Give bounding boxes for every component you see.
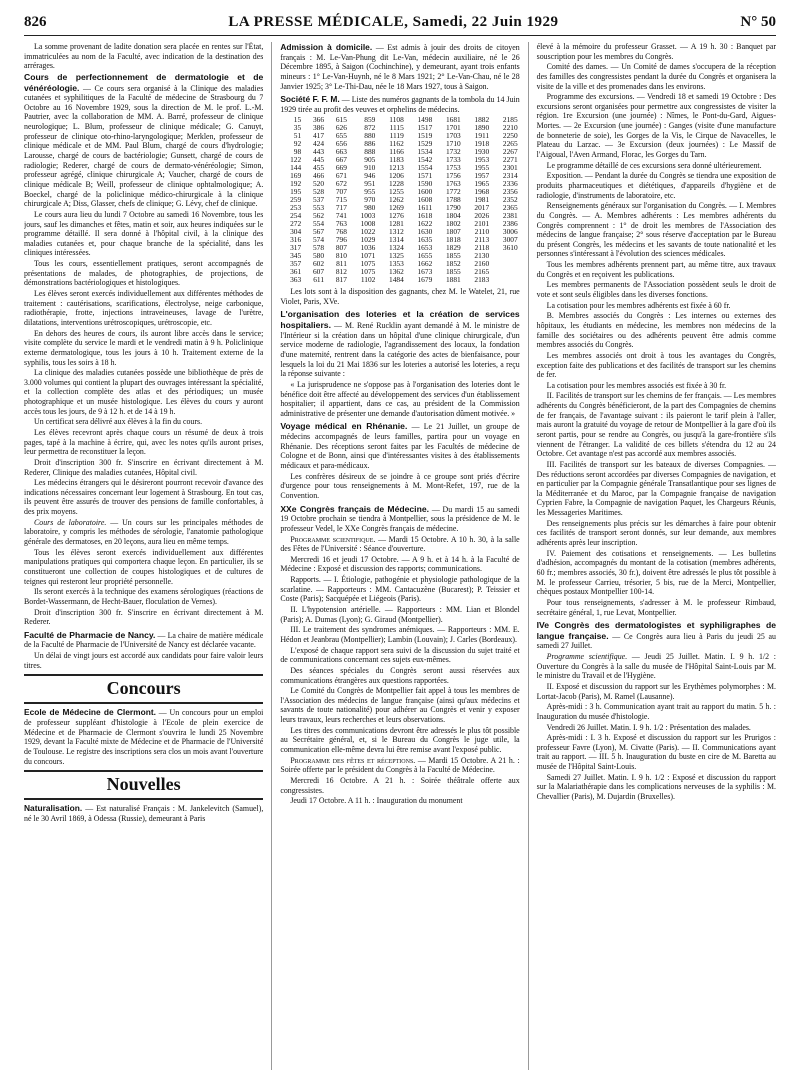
paragraph: III. Facilités de transport sur les bateaux de diverses Compagnies. — Des réductions seront accordées par diverses Compagnies de navigation, et en particulier par la Compagnie générale Transatlantique pour ses lignes de la Méditerranée et du Maroc, par la Compagnie française de navigation Cyprien Fabre, la Compagnie de navigation Paquet, les Chargeurs Réunis, les Messageries Maritimes. bbox=[536, 459, 776, 518]
inline-label: Cours de laboratoire. bbox=[34, 517, 107, 527]
article-rhenanie bbox=[280, 421, 519, 470]
table-cell: 970 bbox=[364, 195, 376, 205]
table-cell: 1681 bbox=[445, 115, 461, 125]
article-naturalisation bbox=[24, 803, 263, 823]
table-cell: 763 bbox=[335, 219, 347, 229]
table-cell: 363 bbox=[290, 275, 302, 285]
paragraph: Un délai de vingt jours est accordé aux candidats pour faire valoir leurs titres. bbox=[24, 651, 264, 670]
paragraph: Après-midi : 3 h. Communication ayant trait au rapport du matin. 5 h. : Inauguration du musée d'histologie. bbox=[536, 702, 776, 721]
paragraph: Des renseignements plus précis sur les démarches à faire pour obtenir ces facilités de transport seront donnés, sur leur demande, aux membres adhérents après leur inscription. bbox=[536, 518, 776, 548]
table-cell: 1679 bbox=[417, 275, 433, 285]
table-cell: 1618 bbox=[417, 211, 433, 221]
paragraph: Les titres des communications devront être adressés le plus tôt possible au Secrétaire général, et, si le Bureau du Congrès le juge utile, la communication elle-même devra lui être remise avant l'exposé public. bbox=[280, 725, 520, 754]
table-cell: 1981 bbox=[474, 195, 490, 205]
table-cell: 812 bbox=[335, 267, 347, 277]
table-cell: 1630 bbox=[417, 227, 433, 237]
paragraph: Les élèves seront exercés individuellement aux différentes méthodes de traitement : cautérisations, scarifications, électrolyse, neige carbonique, radiothérapie, frotte, injections intraveineuses, lavage de l'urètre, dilatations, interventions urétroscopiques, urétroscopie, etc. bbox=[24, 289, 264, 327]
table-cell: 553 bbox=[312, 203, 325, 213]
article-heading: Naturalisation. bbox=[24, 803, 83, 814]
table-cell: 1008 bbox=[360, 219, 376, 229]
table-cell: 1955 bbox=[474, 163, 490, 173]
table-cell: 537 bbox=[312, 195, 325, 205]
table-cell: 2183 bbox=[474, 275, 490, 285]
table-cell: 2118 bbox=[474, 243, 490, 253]
table-cell: 1733 bbox=[445, 155, 461, 165]
paragraph-text: — La chaire de matière médicale de la Faculté de Pharmacie de l'Université de Nancy est déclarée vacante. bbox=[24, 630, 264, 650]
table-cell: 1353 bbox=[389, 259, 404, 269]
table-cell: 2336 bbox=[502, 179, 518, 189]
table-cell: 1003 bbox=[360, 211, 376, 221]
table-cell: 580 bbox=[312, 251, 325, 261]
table-cell: 811 bbox=[336, 259, 347, 269]
table-cell: 443 bbox=[312, 147, 325, 157]
paragraph: « La jurisprudence ne s'oppose pas à l'organisation des loteries dont le bénéfice doit être affecté au développement des services d'un établissement hospitalier; il appartient, dans ce cas, au président de la Commission administrative de présenter une demande d'autorisation dûment motivée. » bbox=[280, 379, 520, 418]
table-cell: 717 bbox=[335, 203, 347, 213]
table-cell: 2185 bbox=[502, 115, 518, 125]
table-cell: 317 bbox=[290, 243, 302, 253]
paragraph: Mercredi 16 Octobre. A 21 h. : Soirée théâtrale offerte aux congressistes. bbox=[280, 775, 520, 795]
table-cell: 578 bbox=[312, 243, 325, 253]
table-cell: 817 bbox=[335, 275, 347, 285]
table-cell: 357 bbox=[290, 259, 302, 269]
table-cell: 1701 bbox=[445, 123, 461, 133]
table-cell: 386 bbox=[312, 123, 325, 133]
table-row bbox=[280, 276, 519, 284]
table-cell: 1655 bbox=[417, 251, 433, 261]
article-sfm bbox=[280, 94, 519, 114]
table-cell: 1228 bbox=[389, 179, 404, 189]
table-cell: 980 bbox=[364, 203, 376, 213]
table-cell: 655 bbox=[335, 131, 347, 141]
table-cell: 2265 bbox=[502, 139, 518, 149]
table-cell: 520 bbox=[312, 179, 325, 189]
paragraph: Droit d'inscription 300 fr. S'inscrire en écrivant directement à M. Rederer. bbox=[24, 607, 264, 627]
paragraph: Programme des excursions. — Vendredi 18 et samedi 19 Octobre : Des excursions seront organisées pour permettre aux congressistes de visiter la région. 1re Excursion (une journée) : Nîmes, le Pont-du-Gard, Aigues-Mortes. — 2e Excursion (une journée) : Ganges (visite d'une manufacture de bonneterie de soie), les Gorges de la Vis, le Cirque de Navacelles, le Plateau du Larzac. — 3e Excursion (deux journées) : Le Massif de l'Aigoual, l'Aven Armand, Florac, les Gorges du Tarn. bbox=[536, 92, 776, 160]
table-cell: 3007 bbox=[502, 235, 518, 245]
table-cell: 2356 bbox=[502, 187, 518, 197]
section-heading-concours: Concours bbox=[24, 674, 263, 704]
article-clermont bbox=[24, 707, 263, 766]
table-cell: 253 bbox=[290, 203, 302, 213]
paragraph-text: — Ce Congrès aura lieu à Paris du jeudi 25 au samedi 27 Juillet. bbox=[536, 631, 776, 651]
table-cell: 1554 bbox=[417, 163, 433, 173]
article-heading: L'organisation des loteries et la création de services hospitaliers. bbox=[280, 309, 520, 331]
table-cell: 2113 bbox=[474, 235, 490, 245]
article-heading: XXe Congrès français de Médecine. bbox=[280, 503, 429, 514]
table-cell: 1600 bbox=[417, 187, 433, 197]
table-cell: 272 bbox=[290, 219, 302, 229]
table-cell: 707 bbox=[335, 187, 347, 197]
article-admission bbox=[280, 42, 519, 91]
table-cell: 1829 bbox=[445, 243, 461, 253]
table-cell: 567 bbox=[312, 227, 325, 237]
paragraph: II. Exposé et discussion du rapport sur les Erythèmes polymorphes : M. Lortat-Jacob (Paris), M. Ramel (Lausanne). bbox=[536, 682, 776, 701]
winning-numbers-table bbox=[280, 116, 519, 284]
table-cell: 1075 bbox=[360, 267, 376, 277]
paragraph: La clinique des maladies cutanées possède une bibliothèque de près de 3.000 volumes qui contient la plupart des ouvrages intéressant la spécialité, et la collection complète des atlas et des périodiques; un musée photographique et un musée histologique. Les élèves du cours y auront accès tous les jours, de 9 à 12 h. et de 14 à 19 h. bbox=[24, 368, 264, 416]
table-cell: 1957 bbox=[474, 171, 490, 181]
paragraph: Exposition. — Pendant la durée du Congrès se tiendra une exposition de produits pharmaceutiques et diététiques, d'appareils d'hygiène et de radiologie, d'instruments de laboratoire, etc. bbox=[536, 171, 776, 200]
table-cell: 859 bbox=[364, 115, 376, 125]
table-cell: 2267 bbox=[502, 147, 518, 157]
paragraph bbox=[280, 756, 519, 775]
paragraph: élevé à la mémoire du professeur Grasset. — A 19 h. 30 : Banquet par souscription pour les membres du Congrès. bbox=[536, 42, 776, 61]
table-cell: 1890 bbox=[474, 123, 490, 133]
table-cell: 424 bbox=[312, 139, 325, 149]
paragraph: Renseignements généraux sur l'organisation du Congrès. — I. Membres du Congrès. — A. Membres adhérents : Les membres adhérents du Congrès comprennent : 1° de droit les membres de l'Association des médecins de langue française; 2° sous réserve d'acceptation par le Bureau du présent Congrès, les médecins et les savants de toute nationalité et les personnes s'intéressant à l'évolution des sciences médicales. bbox=[536, 201, 776, 259]
table-cell: 796 bbox=[335, 235, 347, 245]
paragraph: Ils seront exercés à la technique des examens sérologiques (réactions de Bordet-Wassermann, de Hecht-Bauer, floculation de Vernes). bbox=[24, 587, 264, 606]
table-cell bbox=[491, 260, 519, 268]
paragraph-text: — Liste des numéros gagnants de la tombola du 14 Juin 1929 tirée au profit des veuves et orphelins de médecins. bbox=[280, 95, 520, 114]
table-cell: 2381 bbox=[502, 211, 518, 221]
table-cell: 886 bbox=[364, 139, 376, 149]
paragraph-text: — M. René Rucklin ayant demandé à M. le ministre de l'Intérieur si la création dans un hôpital d'une clinique chirurgicale, d'un service moderne de radiologie, l'agrandissement des locaux, la fondation d'une maternité, rentrent dans la catégorie des actes de bienfaisance, pour lesquels la loi du 21 Mai 1836 sur les loteries a autorisé les loteries, a reçu la réponse suivante : bbox=[280, 321, 520, 379]
paragraph bbox=[280, 535, 519, 554]
table-cell: 1918 bbox=[474, 139, 490, 149]
table-cell: 554 bbox=[312, 219, 325, 229]
table-cell: 3610 bbox=[502, 243, 518, 253]
table-cell: 1542 bbox=[417, 155, 433, 165]
table-cell: 1517 bbox=[417, 123, 433, 133]
table-cell: 1115 bbox=[389, 123, 404, 133]
table-cell: 1484 bbox=[389, 275, 404, 285]
table-cell: 607 bbox=[312, 267, 325, 277]
table-cell: 98 bbox=[293, 147, 302, 157]
paragraph: Les élèves recevront après chaque cours un résumé de deux à trois pages, tapé à la machine à écrire, qui, avec les notes qu'ils auront prises, leur permettra de reconstituer la leçon. bbox=[24, 427, 264, 457]
article-loteries bbox=[280, 309, 519, 378]
table-cell: 2352 bbox=[502, 195, 518, 205]
table-cell: 741 bbox=[335, 211, 347, 221]
table-cell: 1662 bbox=[417, 259, 433, 269]
table-cell: 1314 bbox=[389, 235, 404, 245]
table-cell: 144 bbox=[290, 163, 302, 173]
table-cell: 1673 bbox=[417, 267, 433, 277]
table-cell: 1968 bbox=[474, 187, 490, 197]
paragraph-text: — Un concours pour un emploi de professeur suppléant d'histologie à l'Ecole de plein exercice de Médecine et de Pharmacie de Clermont s'ouvrira le lundi 25 Novembre 1929, devant la Faculté mixte de Médecine et de Pharmacie de l'Université de Toulouse. Le registre des inscriptions sera clos un mois avant l'ouverture du concours. bbox=[24, 708, 264, 766]
table-cell: 1036 bbox=[360, 243, 376, 253]
section-heading-nouvelles: Nouvelles bbox=[24, 770, 263, 800]
issue-number: N° 50 bbox=[740, 14, 776, 30]
table-cell: 1590 bbox=[417, 179, 433, 189]
paragraph: La cotisation pour les membres associés est fixée à 30 fr. bbox=[546, 380, 727, 390]
table-cell: 1635 bbox=[417, 235, 433, 245]
article-heading: Voyage médical en Rhénanie. bbox=[280, 421, 408, 432]
table-cell: 1213 bbox=[389, 163, 404, 173]
table-cell: 2314 bbox=[502, 171, 518, 181]
table-cell: 1818 bbox=[445, 235, 461, 245]
table-cell: 1807 bbox=[445, 227, 461, 237]
table-cell: 316 bbox=[290, 235, 302, 245]
table-cell: 1108 bbox=[389, 115, 404, 125]
paragraph-text: — Est admis à jouir des droits de citoyen français : M. Le-Van-Phung dit Le-Van, médecin auxiliaire, né le 26 Décembre 1895, à Saigon (Cochinchine), y demeurant, ayant trois enfants mineurs : 1° Le-Van-Huynh, né le 8 Mars 1921; 2° Le-Van-Chau, né le 28 Janvier 1925; 3° Le-Thi-Dau, née le 18 Mars 1927, tous à Saigon. bbox=[280, 43, 520, 91]
table-cell: 2365 bbox=[502, 203, 518, 213]
article-nancy bbox=[24, 630, 263, 650]
table-cell: 445 bbox=[312, 155, 325, 165]
table-cell: 35 bbox=[293, 123, 302, 133]
table-cell: 466 bbox=[312, 171, 325, 181]
paragraph: En dehors des heures de cours, ils auront libre accès dans le service; visite complète du service le mardi et le vendredi matin à 9 h. Policlinique externe dermatologique, tous les jours à 10 h. Traitement externe de la syphilis, tous les soirs à 18 h. bbox=[24, 328, 264, 367]
table-cell: 672 bbox=[335, 179, 347, 189]
table-cell: 169 bbox=[290, 171, 302, 181]
table-cell: 1498 bbox=[417, 115, 433, 125]
table-cell: 2026 bbox=[474, 211, 490, 221]
table-cell: 667 bbox=[335, 155, 347, 165]
table-cell: 946 bbox=[364, 171, 376, 181]
table-cell: 1269 bbox=[389, 203, 404, 213]
table-cell: 1324 bbox=[389, 243, 404, 253]
paragraph-text: — Jeudi 25 Juillet. Matin. I. 9 h. 1/2 : Ouverture du Congrès à la salle du musée de l'Hôpital Saint-Louis par M. le ministre du Travail et de l'Hygiène. bbox=[536, 652, 776, 681]
table-cell: 1852 bbox=[445, 259, 461, 269]
table-cell: 1071 bbox=[360, 251, 376, 261]
table-cell: 15 bbox=[293, 115, 302, 125]
table-cell: 417 bbox=[312, 131, 325, 141]
table-cell: 1965 bbox=[474, 179, 490, 189]
table-cell: 2386 bbox=[502, 219, 518, 229]
journal-title: LA PRESSE MÉDICALE, Samedi, 22 Juin 1929 bbox=[228, 14, 559, 30]
paragraph: Les médecins étrangers qui le désireront pourront recevoir d'avance des indications nécessaires concernant leur logement à Strasbourg. En tout cas, ils peuvent être assurés de trouver des pensions de famille confortables, à des prix moyens. bbox=[24, 478, 264, 517]
table-cell: 1162 bbox=[389, 139, 404, 149]
table-cell: 2301 bbox=[502, 163, 518, 173]
table-cell: 192 bbox=[290, 179, 302, 189]
paragraph: Après-midi : I. 3 h. Exposé et discussion du rapport sur les Prurigos : professeur Favre (Lyon), M. Civatte (Paris). — II. Communications ayant trait au rapport. — III. 5 h. Inauguration du buste en cire de M. Baretta au musée de l'Hôpital Saint-Louis. bbox=[536, 733, 776, 772]
table-cell: 880 bbox=[364, 131, 376, 141]
paragraph: III. Le traitement des syndromes anémiques. — Rapporteurs : MM. E. Hédon et Jeanbrau (Montpellier); Lambin (Louvain); J. Carles (Bordeaux). bbox=[280, 625, 520, 644]
table-cell bbox=[491, 252, 519, 260]
paragraph-text: — Le 21 Juillet, un groupe de médecins accompagnés de leurs familles, partira pour un voyage en Rhénanie. Des réceptions seront faites par les Facultés de médecine de Cologne et de Bonn, ainsi que d'intéressantes visites à des établissements médicaux et para-médicaux. bbox=[280, 422, 520, 471]
paragraph: Rapports. — I. Étiologie, pathogénie et physiologie pathologique de la scarlatine. — Rapporteurs : MM. Cantacuzène (Bucarest); P. Teissier et Coste (Paris); Sacquépée et Liégeois (Paris). bbox=[280, 575, 520, 604]
paragraph: Le Comité du Congrès de Montpellier fait appel à tous les membres de l'Association des médecins de langue française (ainsi qu'aux médecins et savants de toute nationalité) pour adhérer au Congrès et venir y exposer leurs travaux, leurs recherches et leurs observations. bbox=[280, 686, 520, 725]
paragraph: Les confrères désireux de se joindre à ce groupe sont priés d'écrire d'urgence pour tous renseignements à M. Mont-Refet, 197, rue de la Convention. bbox=[280, 471, 520, 500]
table-cell: 955 bbox=[364, 187, 376, 197]
article-heading: Cours de perfectionnement de dermatologie et de vénéréologie. bbox=[24, 71, 264, 93]
paragraph-text: — Un cours sur les principales méthodes de laboratoire, y compris les méthodes de sérologie, l'anatomie pathologique générale des dermatoses, en 20 leçons, aura lieu en même temps. bbox=[24, 517, 264, 547]
table-cell: 910 bbox=[364, 163, 376, 173]
table-cell: 1519 bbox=[417, 131, 433, 141]
table-cell: 2101 bbox=[474, 219, 490, 229]
table-cell: 1703 bbox=[445, 131, 461, 141]
column-1 bbox=[24, 42, 263, 1070]
table-cell: 1804 bbox=[445, 211, 461, 221]
table-cell: 611 bbox=[313, 275, 325, 285]
table-cell: 1075 bbox=[360, 259, 376, 269]
table-cell: 562 bbox=[312, 211, 325, 221]
table-cell: 951 bbox=[364, 179, 376, 189]
table-cell: 1312 bbox=[389, 227, 404, 237]
paragraph: Vendredi 26 Juillet. Matin. I. 9 h. 1/2 : Présentation des malades. bbox=[546, 722, 751, 732]
paragraph: Mercredi 16 et jeudi 17 Octobre. — A 9 h. et à 14 h. à la Faculté de Médecine : Exposé et discussion des rapports; communications. bbox=[280, 554, 520, 574]
table-cell: 1325 bbox=[389, 251, 404, 261]
table-cell: 1710 bbox=[445, 139, 461, 149]
table-cell: 2210 bbox=[502, 123, 518, 133]
table-cell: 528 bbox=[312, 187, 325, 197]
paragraph: Comité des dames. — Un Comité de dames s'occupera de la réception des familles des congressistes pendant la durée du Congrès et organisera la visite de la ville et des promenades dans les environs. bbox=[536, 62, 776, 91]
article-heading: Société F. F. M. bbox=[280, 94, 340, 105]
page-number: 826 bbox=[24, 14, 47, 30]
paragraph: La cotisation pour les membres adhérents est fixée à 60 fr. bbox=[546, 300, 731, 310]
table-cell: 1571 bbox=[417, 171, 433, 181]
column-3 bbox=[528, 42, 776, 1070]
table-cell: 574 bbox=[312, 235, 325, 245]
table-cell: 1362 bbox=[389, 267, 404, 277]
paragraph-text: — Est naturalisé Français : M. Jankelevitch (Samuel), né le 30 Avril 1869, à Odessa (Russie), demeurant à Paris bbox=[24, 804, 264, 823]
table-cell: 1611 bbox=[417, 203, 433, 213]
table-cell: 1881 bbox=[445, 275, 461, 285]
paragraph bbox=[24, 518, 263, 547]
table-cell: 345 bbox=[290, 251, 302, 261]
table-cell: 807 bbox=[335, 243, 347, 253]
paragraph: Jeudi 17 Octobre. A 11 h. : Inauguration du monument bbox=[290, 796, 463, 806]
paragraph: Le cours aura lieu du lundi 7 Octobre au samedi 16 Novembre, tous les jours, sauf les dimanches et fêtes, matin et soir, aux heures indiquées sur le programme détaillé. Il sera donné à l'hôpital civil, à la clinique des maladies cutanées et, pour chaque branche de la spécialité, dans les cliniques intéressées. bbox=[24, 209, 264, 258]
table-cell: 669 bbox=[335, 163, 347, 173]
table-cell: 663 bbox=[335, 147, 347, 157]
table-cell: 810 bbox=[335, 251, 347, 261]
table-cell: 259 bbox=[290, 195, 302, 205]
paragraph: Tous les élèves seront exercés individuellement aux différentes manipulations pratiques qui comportera chaque leçon. En particulier, ils se constitueront une collection de coupes histologiques et de cultures de teignes qui resteront leur propriété personnelle. bbox=[24, 547, 264, 586]
table-cell: 1930 bbox=[474, 147, 490, 157]
paragraph: Un certificat sera délivré aux élèves à la fin du cours. bbox=[34, 417, 203, 427]
page-header bbox=[24, 10, 776, 36]
paragraph: L'exposé de chaque rapport sera suivi de la discussion du sujet traité et de communications concernant ces sujets eux-mêmes. bbox=[280, 645, 520, 665]
paragraph: II. L'hypotension artérielle. — Rapporteurs : MM. Lian et Blondel (Paris); A. Dumas (Lyon); G. Giraud (Montpellier). bbox=[280, 605, 520, 624]
table-cell: 2160 bbox=[474, 259, 490, 269]
table-cell: 1882 bbox=[474, 115, 490, 125]
table-cell: 1255 bbox=[389, 187, 404, 197]
table-cell: 2250 bbox=[502, 131, 518, 141]
table-cell: 888 bbox=[364, 147, 376, 157]
article-heading: IVe Congrès des dermatologistes et syphiligraphes de langue française. bbox=[536, 620, 776, 641]
paragraph: Droit d'inscription 300 fr. S'inscrire en écrivant directement à M. Rederer, Clinique des maladies cutanées, Hôpital civil. bbox=[24, 457, 264, 477]
table-cell: 1911 bbox=[474, 131, 490, 141]
paragraph: Tous les membres adhérents prennent part, au même titre, aux travaux du Congrès et en reçoivent les publications. bbox=[536, 260, 776, 279]
table-cell: 1772 bbox=[445, 187, 461, 197]
paragraph: Pour tous renseignements, s'adresser à M. le professeur Rimbaud, secrétaire général, 1, rue Levat, Montpellier. bbox=[536, 597, 776, 617]
paragraph: Des séances spéciales du Congrès seront aussi réservées aux communications étrangères aux questions rapportées. bbox=[280, 665, 520, 685]
paragraph: Les membres permanents de l'Association possèdent seuls le droit de vote et sont seuls éligibles dans les diverses fonctions. bbox=[536, 280, 776, 300]
table-cell: 1653 bbox=[417, 243, 433, 253]
table-cell: 92 bbox=[293, 139, 302, 149]
table-cell: 905 bbox=[364, 155, 376, 165]
paragraph-text: — Du mardi 15 au samedi 19 Octobre prochain se tiendra à Montpellier, sous la présidence de M. le professeur Vedel, le XXe Congrès français de médecine. bbox=[280, 504, 520, 533]
table-cell: 656 bbox=[335, 139, 347, 149]
table-cell: 1183 bbox=[389, 155, 404, 165]
table-cell: 1281 bbox=[389, 219, 404, 229]
table-cell: 2271 bbox=[502, 155, 518, 165]
table-cell bbox=[491, 276, 519, 284]
article-congres-medecine bbox=[280, 504, 519, 534]
table-cell: 1763 bbox=[445, 179, 461, 189]
table-cell: 715 bbox=[335, 195, 347, 205]
table-cell: 768 bbox=[335, 227, 347, 237]
table-cell: 2165 bbox=[474, 267, 490, 277]
paragraph: Samedi 27 Juillet. Matin. I. 9 h. 1/2 : Exposé et discussion du rapport sur la Malariathérapie dans les complications nerveuses de la syphilis : M. Chevallier (Paris), M. Dujardin (Bruxelles). bbox=[536, 772, 776, 802]
inline-label: Programme scientifique. bbox=[290, 534, 376, 544]
paragraph-text: — Mardi 15 Octobre. A 21 h. : Soirée offerte par le président du Congrès à la Faculté de Médecine. bbox=[280, 755, 520, 775]
article-congres-dermatologistes bbox=[537, 620, 776, 651]
table-cell: 361 bbox=[290, 267, 302, 277]
table-cell: 51 bbox=[293, 131, 302, 141]
table-cell: 1790 bbox=[445, 203, 461, 213]
paragraph: IV. Paiement des cotisations et renseignements. — Les bulletins d'adhésion, accompagnés du montant de la cotisation (membres adhérents, 60 fr.; membres associés, 30 fr.), doivent être adressés le plus tôt possible à M. le professeur Carrieu, trésorier, 5 bis, rue de la Merci, Montpellier, chèques postaux Montpellier 100-14. bbox=[536, 548, 776, 597]
article-dermatology-course bbox=[24, 72, 263, 209]
paragraph: Tous les cours, essentiellement pratiques, seront accompagnés de présentations de malades, de photographies, de projections, de démonstrations bactériologiques et histologiques. bbox=[24, 259, 264, 288]
paragraph bbox=[537, 652, 776, 681]
table-cell: 1756 bbox=[445, 171, 461, 181]
table-cell: 1732 bbox=[445, 147, 461, 157]
table-cell: 1855 bbox=[445, 251, 461, 261]
columns bbox=[24, 42, 776, 1070]
table-cell: 2110 bbox=[474, 227, 490, 237]
table-cell: 1276 bbox=[389, 211, 404, 221]
table-cell: 1855 bbox=[445, 267, 461, 277]
inline-label: Programme scientifique. bbox=[546, 652, 628, 662]
table-cell: 1029 bbox=[360, 235, 376, 245]
table-cell: 1166 bbox=[389, 147, 404, 157]
table-cell: 1788 bbox=[445, 195, 461, 205]
paragraph: — Ce cours sera organisé à la Clinique des maladies cutanées et syphilitiques de la Faculté de médecine de Strasbourg du 7 Octobre au 16 Novembre 1929, sous la direction de M. le prof. L.-M. Pautrier, avec la collaboration de MM. A. Barré, professeur de clinique neurologique; L. Blum, professeur de clinique médicale; G. Canuyt, professeur de clinique oto-rhino-laryngologique; Merklen, professeur de clinique médicale et de MM. Paul Blum, chargé de cours d'hydrologie; Larousse, chargé de cours de bactériologie; Gunsett, chargé de cours de radiologie; Rederer, chargé de cours de dermato-vénéréologie; Simon, professeur agrégé, clinique chirurgicale A; Vaucher, chargé de cours de clinique médicale B; Weill, professeur de clinique ophtalmologique; A. Boeckel, chargé de la policlinique médico-chirurgicale à la clinique chirurgicale A; Diss, Glasser, chefs de clinique; G. Lévy, chef de clinique. bbox=[24, 83, 264, 209]
table-cell: 2130 bbox=[474, 251, 490, 261]
table-cell: 602 bbox=[312, 259, 325, 269]
article-heading: Ecole de Médecine de Clermont. bbox=[24, 707, 156, 718]
table-cell: 122 bbox=[290, 155, 302, 165]
paragraph: Le programme détaillé de ces excursions sera donné ultérieurement. bbox=[546, 160, 762, 170]
table-cell: 1802 bbox=[445, 219, 461, 229]
paragraph: II. Facilités de transport sur les chemins de fer français. — Les membres adhérents du Congrès bénéficieront, de la part des Compagnies de chemins de fer français, de l'avantage suivant : ils paieront le tarif plein à l'aller, mais auront la gratuité du voyage de retour de Montpellier à la gare d'où ils seront partis, pour se rendre au Congrès, ou jusqu'à la gare-frontière s'ils viennent de l'étranger. La validité de ces billets s'étendra du 12 au 24 Octobre. Cet avantage n'est pas accordé aux membres associés. bbox=[536, 391, 776, 459]
paragraph: Les lots sont à la disposition des gagnants, chez M. le Watelet, 21, rue Violet, Paris, XVe. bbox=[280, 287, 520, 306]
table-cell: 1534 bbox=[417, 147, 433, 157]
table-cell: 1608 bbox=[417, 195, 433, 205]
table-cell: 872 bbox=[364, 123, 376, 133]
table-cell: 455 bbox=[312, 163, 325, 173]
column-2 bbox=[271, 42, 519, 1070]
inline-label: Programme des fêtes et réceptions. bbox=[290, 755, 416, 765]
table-cell: 1529 bbox=[417, 139, 433, 149]
table-cell: 1622 bbox=[417, 219, 433, 229]
paragraph: La somme provenant de ladite donation sera placée en rentes sur l'État, immatriculées au nom de la Faculté, avec indication de la destination des arrérages. bbox=[24, 42, 264, 71]
table-cell: 671 bbox=[335, 171, 347, 181]
table-cell bbox=[491, 268, 519, 276]
table-cell: 304 bbox=[290, 227, 302, 237]
table-cell: 1102 bbox=[360, 275, 376, 285]
table-cell: 1953 bbox=[474, 155, 490, 165]
paragraph-text: — Mardi 15 Octobre. A 10 h. 30, à la salle des Fêtes de l'Université : Séance d'ouverture. bbox=[280, 534, 520, 554]
table-cell: 615 bbox=[335, 115, 347, 125]
table-cell: 1262 bbox=[389, 195, 404, 205]
table-cell: 626 bbox=[335, 123, 347, 133]
table-cell: 366 bbox=[312, 115, 325, 125]
table-cell: 254 bbox=[290, 211, 302, 221]
table-cell: 1119 bbox=[389, 131, 404, 141]
table-cell: 1753 bbox=[445, 163, 461, 173]
article-heading: Admission à domicile. bbox=[280, 42, 373, 52]
table-cell: 2017 bbox=[474, 203, 490, 213]
paragraph: Les membres associés ont droit à tous les avantages du Congrès, exception faite des publications et des facilités de transport sur les chemins de fer. bbox=[536, 350, 776, 380]
table-cell: 1206 bbox=[389, 171, 404, 181]
table-cell: 1022 bbox=[360, 227, 376, 237]
table-cell: 195 bbox=[290, 187, 302, 197]
article-heading: Faculté de Pharmacie de Nancy. bbox=[24, 629, 156, 640]
table-cell: 3006 bbox=[502, 227, 518, 237]
paragraph: B. Membres associés du Congrès : Les internes ou externes des hôpitaux, les étudiants en médecine, les membres non médecins de la famille des sociétaires ou des adhérents peuvent être admis comme membres associés du Congrès. bbox=[536, 311, 776, 350]
